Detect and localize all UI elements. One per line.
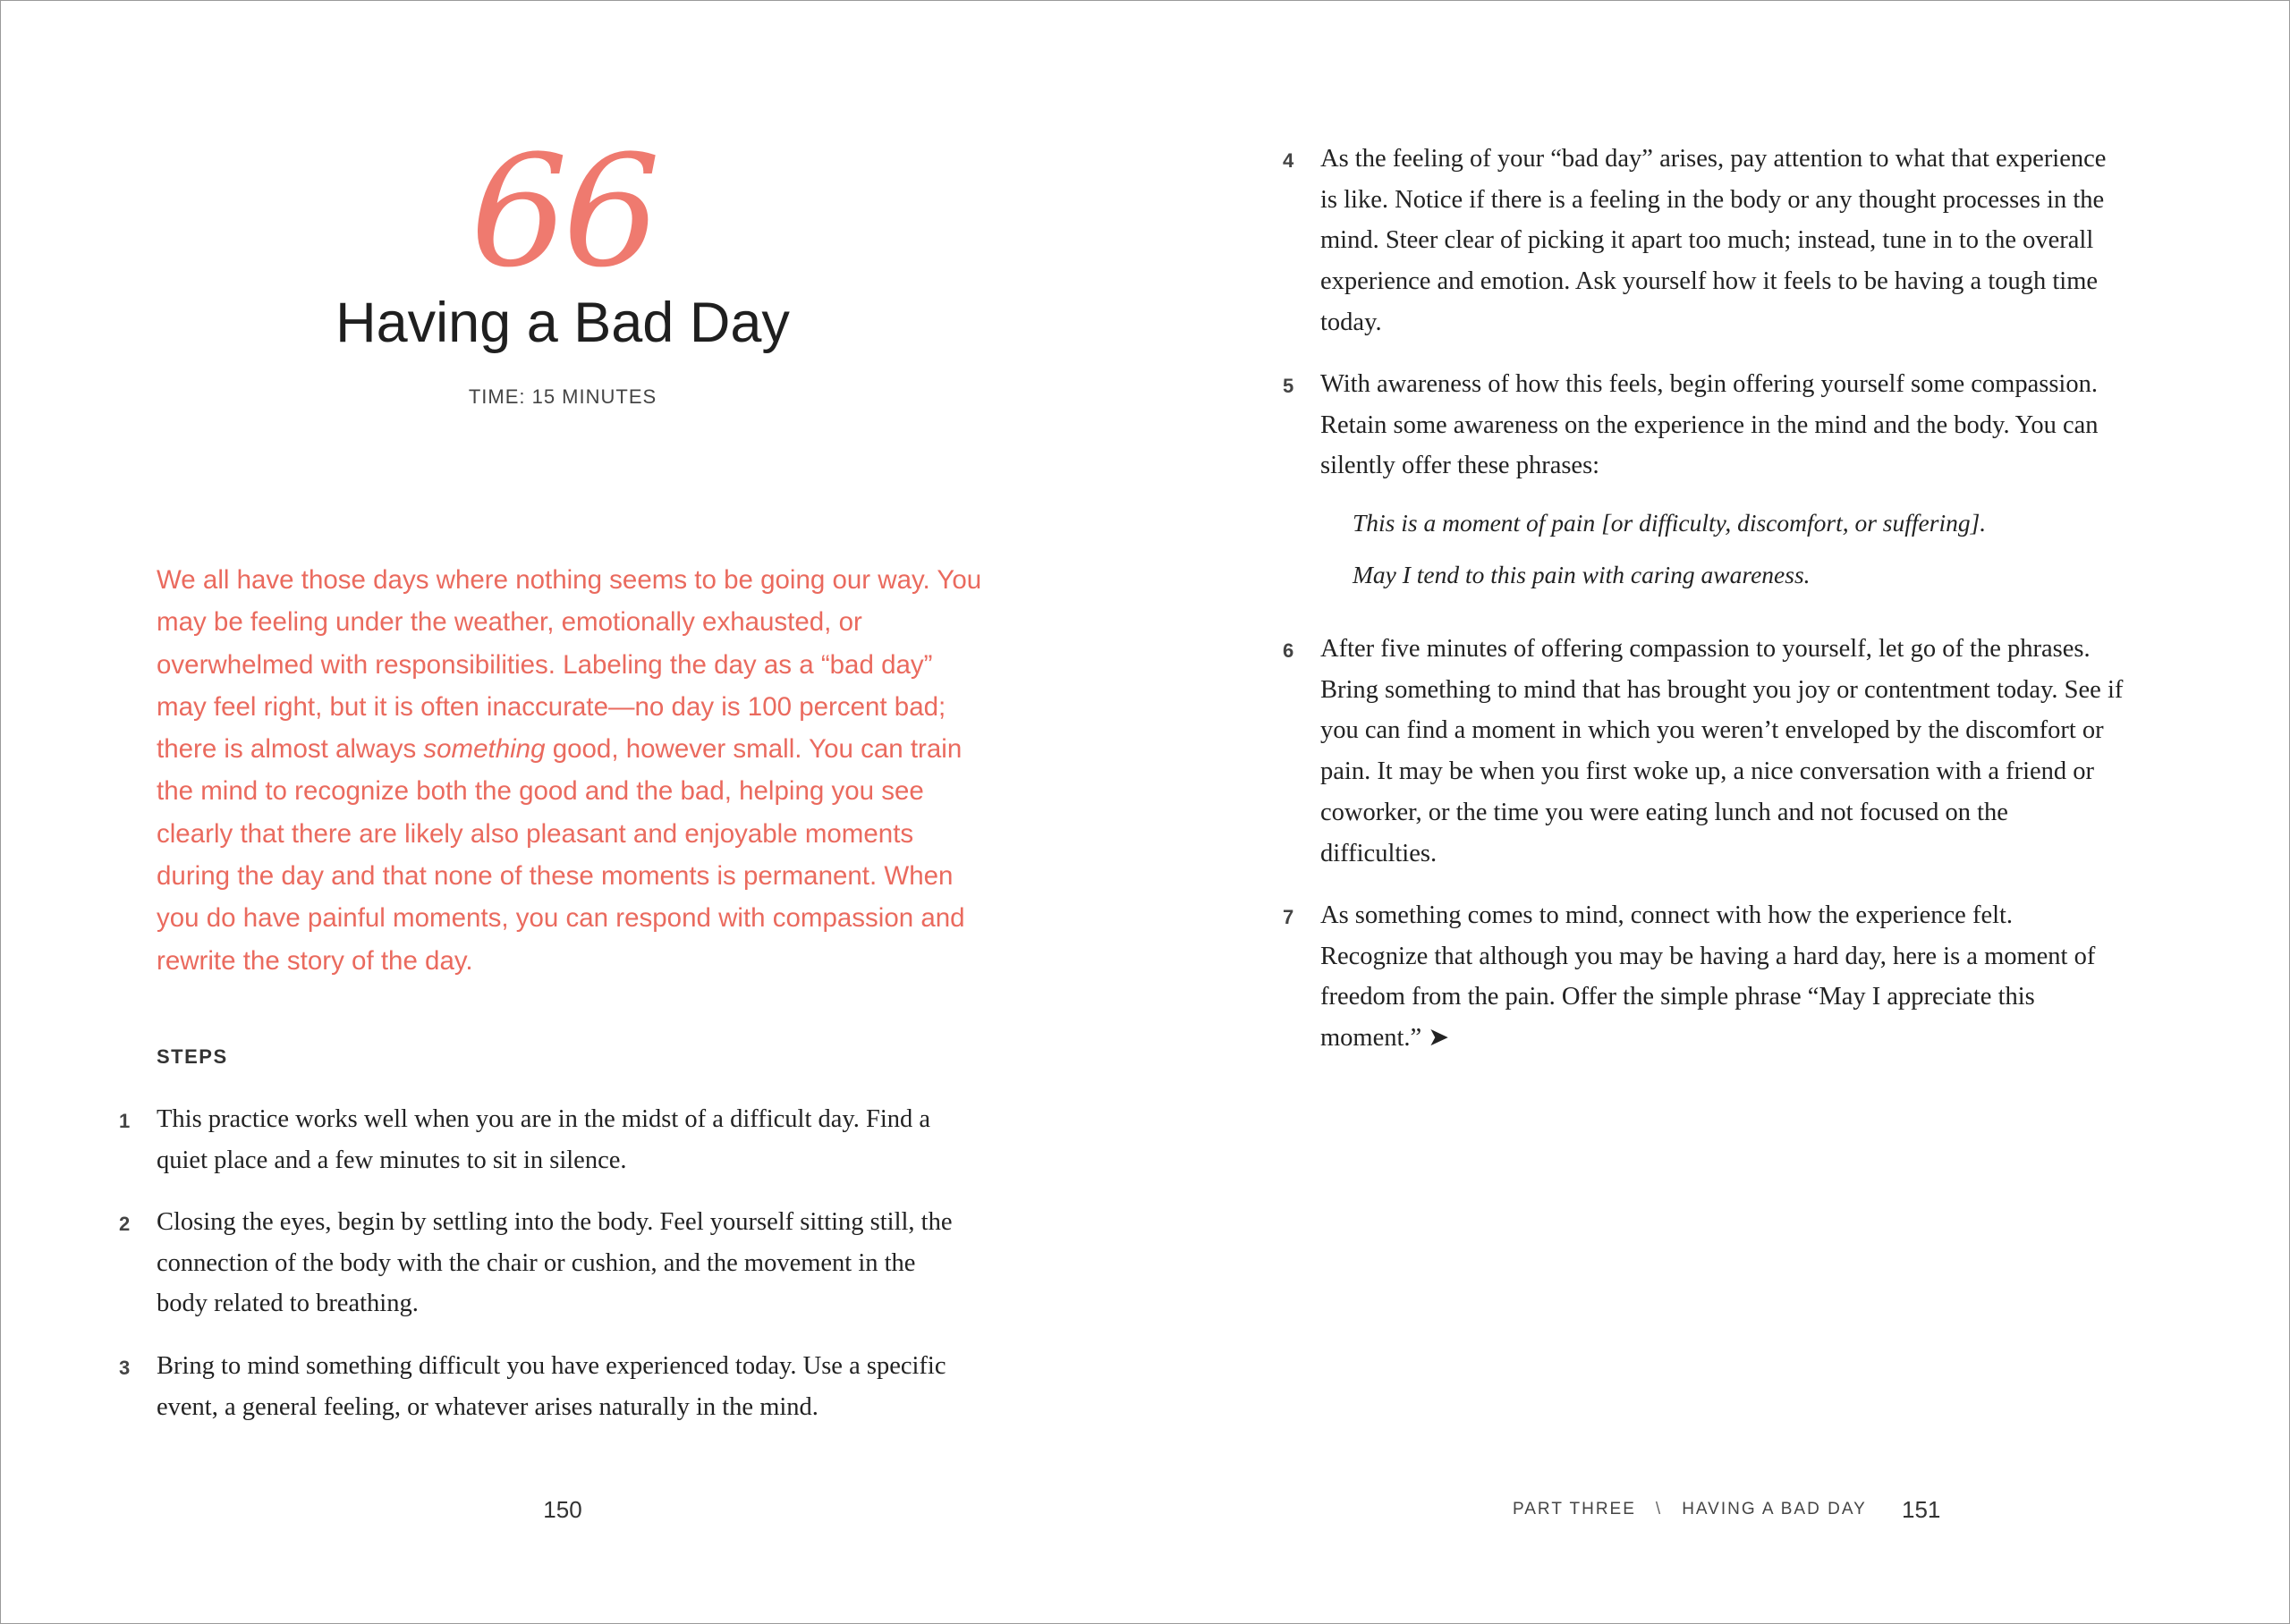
step-item [119,1202,971,1324]
step-item [1283,895,2125,1059]
phrase-line: This is a moment of pain [or difficulty, discomfort, or suffering]. [1353,509,1987,537]
intro-emphasis: something [423,734,546,765]
exercise-number: 66 [470,122,656,301]
step-number: 3 [119,1357,131,1379]
step-text: As the feeling of your “bad day” arises, pay attention to what that experience is like. Notice if there is a feeling in the body or any thought processes in the mind. Steer clear of picking it apart too much; instead, tune in to the overall experience and emotion. Ask yourself how it feels to be having a tough time today. [1320,145,2107,336]
steps-heading: STEPS [157,1045,228,1068]
step-number: 1 [119,1110,131,1132]
step-text: As something comes to mind, connect with how the experience felt. Recognize that although you may be having a hard day, here is a moment of freedom from the pain. Offer the simple phrase “May I appreciate this moment.” ➤ [1320,901,2096,1053]
step-number: 6 [1283,639,1294,662]
step-number: 7 [1283,906,1294,928]
intro-paragraph [157,559,988,982]
running-head [1513,1500,1867,1519]
running-head-separator: \ [1655,1500,1663,1518]
step-item [1283,629,2125,874]
step-item [1283,364,2125,486]
left-page [1,1,1146,1623]
step-text: With awareness of how this feels, begin offering yourself some compassion. Retain some awareness on the experience in the mind and the body. You can silently offer these phrases: [1320,370,2099,480]
step-text: This practice works well when you are in the midst of a difficult day. Find a quiet place and a few minutes to sit in silence. [157,1105,931,1174]
running-head-title: HAVING A BAD DAY [1682,1500,1867,1518]
intro-text-end: good, however small. You can train the mind to recognize both the good and the bad, helping you see clearly that there are likely also pleasant and enjoyable moments during the day and that none of these moments is permanent. When you do have painful moments, you can respond with compassion and rewrite the story of the day. [157,734,965,976]
step-item [1283,139,2125,343]
step-number: 4 [1283,149,1294,172]
intro-text-start: We all have those days where nothing seems to be going our way. You may be feeling under the weather, emotionally exhausted, or overwhelmed with responsibilities. Labeling the day as a “bad day” may feel right, but it is often inaccurate—no day is 100 percent bad; there is almost always [157,565,982,765]
page-number-left: 150 [543,1496,582,1523]
step-number: 2 [119,1213,131,1235]
phrase-line: May I tend to this pain with caring awareness. [1353,561,1811,588]
page-number-right: 151 [1902,1496,1941,1523]
step-text: Closing the eyes, begin by settling into the body. Feel yourself sitting still, the connection of the body with the chair or cushion, and the movement in the body related to breathing. [157,1208,953,1318]
step-number: 5 [1283,375,1294,397]
step-item [119,1346,971,1427]
step-text: After five minutes of offering compassion to yourself, let go of the phrases. Bring something to mind that has brought you joy or contentment today. See if you can find a moment in which you weren’t enveloped by the discomfort or pain. It may be when you first woke up, a nice conversation with a friend or coworker, or the time you were eating lunch and not focused on the difficulties. [1320,635,2124,867]
step-item [119,1099,971,1180]
step-text: Bring to mind something difficult you have experienced today. Use a specific event, a general feeling, or whatever arises naturally in the mind. [157,1352,946,1421]
time-label: TIME: 15 MINUTES [468,385,657,408]
running-head-part: PART THREE [1513,1500,1636,1518]
page-title: Having a Bad Day [335,292,790,354]
